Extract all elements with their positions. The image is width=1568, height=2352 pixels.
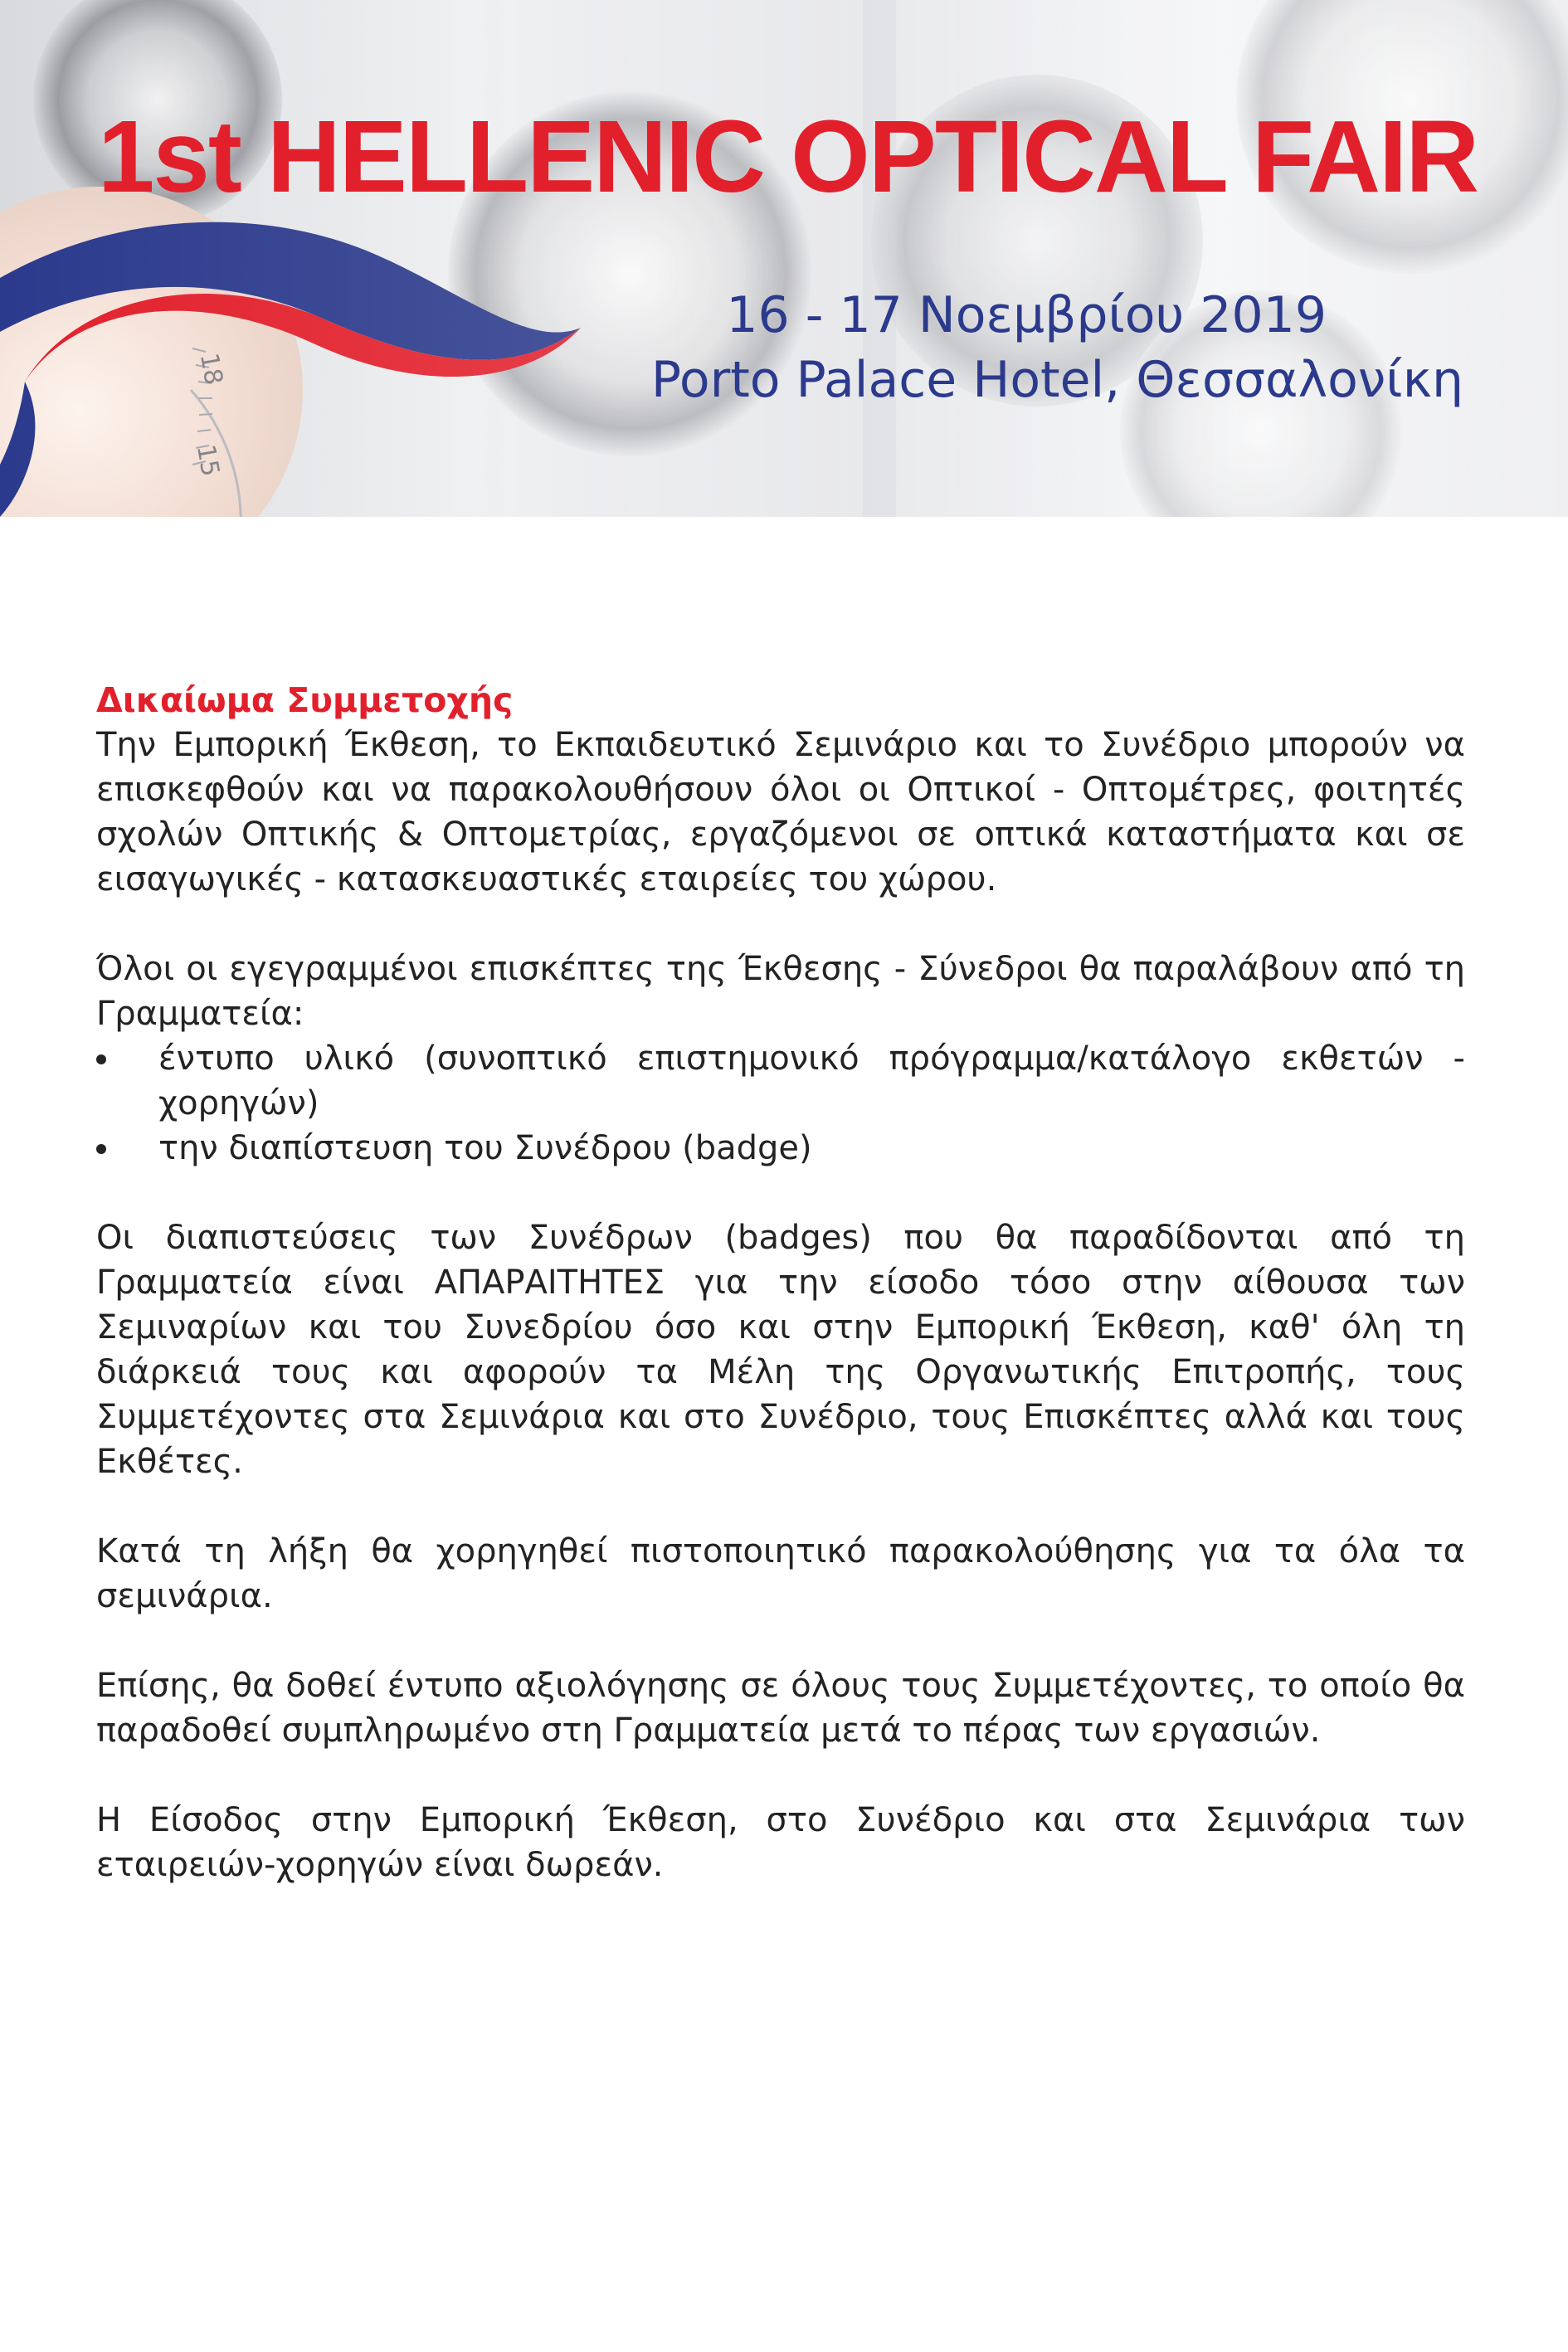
bullet-icon (96, 1144, 106, 1154)
event-date: 16 - 17 Νοεμβρίου 2019 (726, 286, 1327, 344)
list-item-text: την διαπίστευση του Συνέδρου (badge) (158, 1129, 812, 1167)
materials-list (96, 1036, 1465, 1171)
list-item-text: έντυπο υλικό (συνοπτικό επιστημονικό πρόγραμμα/κατάλογο εκθετών - χορηγών) (158, 1040, 1465, 1122)
paragraph-badges: Οι διαπιστεύσεις των Συνέδρων (badges) που θα παραδίδονται από τη Γραμματεία είναι ΑΠΑΡΑΙΤΗΤΕΣ για την είσοδο τόσο στην αίθουσα των Σεμιναρίων και του Συνεδρίου όσο και στην Εμπορική Έκθεση, καθ' όλη τη διάρκειά τους και αφορούν τα Μέλη της Οργανωτικής Επιτροπής, τους Συμμετέχοντες στα Σεμινάρια και στο Συνέδριο, τους Επισκέπτες αλλά και τους Εκθέτες. (96, 1219, 1465, 1481)
paragraph-certificate: Κατά τη λήξη θα χορηγηθεί πιστοποιητικό παρακολούθησης για τα όλα τα σεμινάρια. (96, 1532, 1465, 1615)
phoropter-photo (0, 0, 1568, 517)
paragraph-eligibility: Την Εμπορική Έκθεση, το Εκπαιδευτικό Σεμινάριο και το Συνέδριο μπορούν να επισκεφθούν και να παρακολουθήσουν όλοι οι Οπτικοί - Οπτομέτρες, φοιτητές σχολών Οπτικής & Οπτομετρίας, εργαζόμενοι σε οπτικά καταστήματα και σε εισαγωγικές - κατασκευαστικές εταιρείες του χώρου. (96, 726, 1465, 898)
header-banner (0, 0, 1568, 517)
paragraph-evaluation: Επίσης, θα δοθεί έντυπο αξιολόγησης σε όλους τους Συμμετέχοντες, το οποίο θα παραδοθεί συμπληρωμένο στη Γραμματεία μετά το πέρας των εργασιών. (96, 1667, 1465, 1750)
paragraph-registration: Όλοι οι εγεγραμμένοι επισκέπτες της Έκθεσης - Σύνεδροι θα παραλάβουν από τη Γραμματεία: (96, 950, 1465, 1033)
bullet-icon (96, 1054, 106, 1064)
document-body (96, 678, 1465, 1932)
list-item (96, 1126, 1465, 1171)
event-venue: Porto Palace Hotel, Θεσσαλονίκη (650, 351, 1463, 409)
section-heading: Δικαίωμα Συμμετοχής (96, 680, 514, 720)
paragraph-free-entry: Η Είσοδος στην Εμπορική Έκθεση, στο Συνέδριο και στα Σεμινάρια των εταιρειών-χορηγών είναι δωρεάν. (96, 1801, 1465, 1884)
list-item (96, 1036, 1465, 1126)
fair-title: 1st HELLENIC OPTICAL FAIR (98, 100, 1478, 214)
